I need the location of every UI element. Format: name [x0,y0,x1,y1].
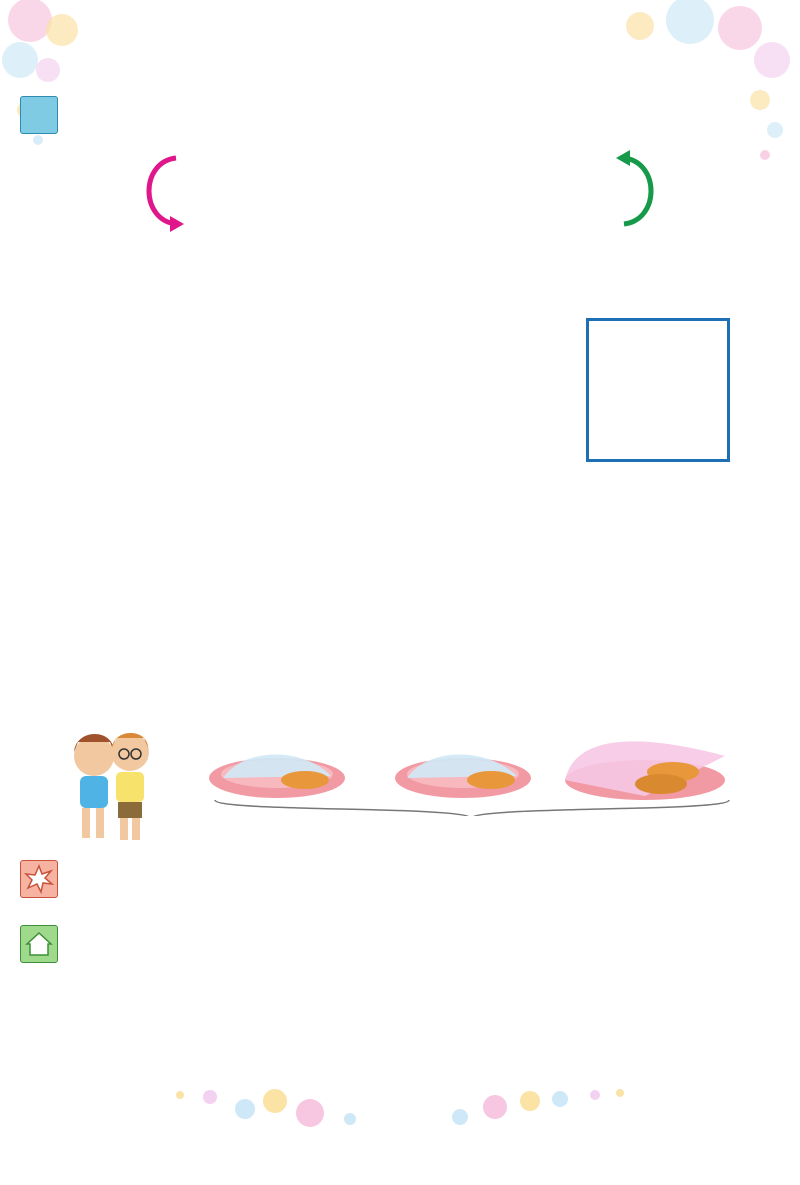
task1-arrows [100,140,700,245]
decor-bubbles-bottom [160,1085,640,1135]
burst-icon [24,864,54,894]
home-badge-icon [20,925,58,963]
plates-diagram [205,736,745,816]
task-type-badge [20,96,58,134]
square-figure [586,318,730,462]
task5-line1 [66,530,736,561]
star-badge-icon [20,860,58,898]
house-icon [25,930,53,958]
children-illustration [66,728,166,848]
